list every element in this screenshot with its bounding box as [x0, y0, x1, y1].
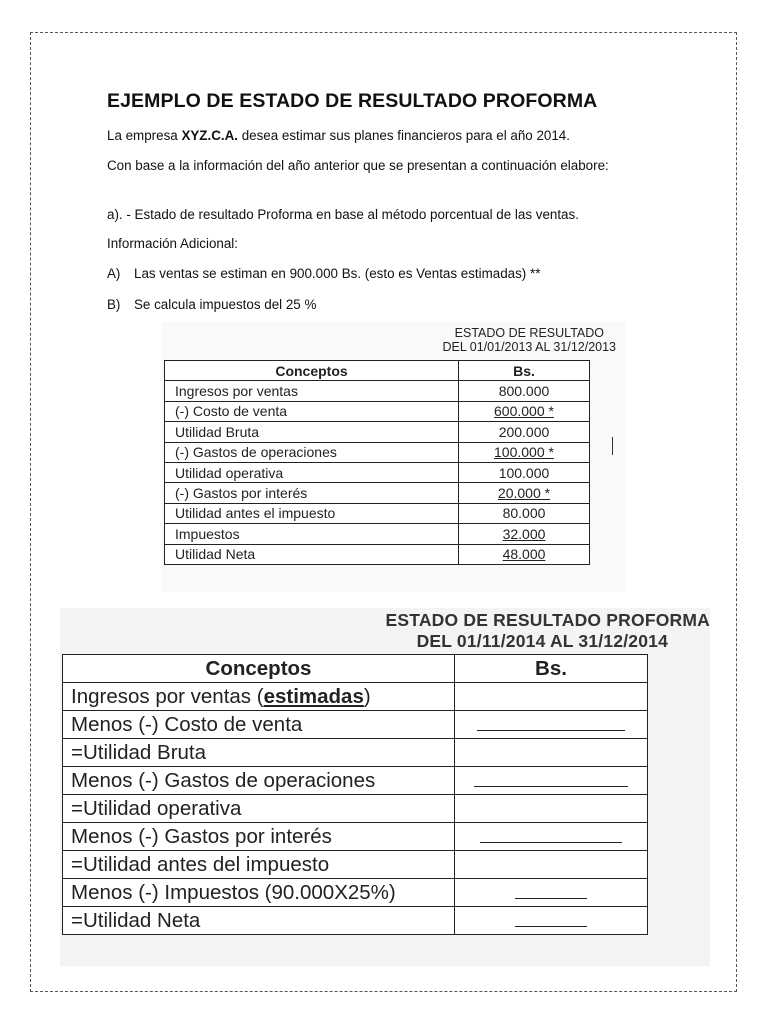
concept-text-post: ) [363, 684, 371, 708]
list-item-text: Se calcula impuestos del 25 % [134, 297, 317, 312]
concept-cell: (-) Gastos por interés [165, 483, 459, 503]
amount-cell [455, 851, 648, 879]
concept-text-emphasis: estimadas [263, 684, 364, 708]
table-row [165, 544, 590, 564]
concept-cell: Menos (-) Impuestos (90.000X25%) [63, 879, 455, 907]
table-row [165, 503, 590, 523]
column-header-concepts: Conceptos [63, 655, 455, 683]
table1 [164, 360, 590, 565]
table-row [165, 401, 590, 421]
amount-cell [455, 711, 648, 739]
table-header-row [63, 655, 648, 683]
list-marker: A) [107, 266, 121, 281]
amount-cell: 600.000 * [459, 401, 590, 421]
concept-cell: Menos (-) Gastos por interés [63, 823, 455, 851]
intro-pre: La empresa [107, 128, 182, 143]
table1-heading-line2: DEL 01/01/2013 AL 31/12/2013 [442, 340, 616, 354]
table2 [62, 654, 648, 935]
table-row [165, 483, 590, 503]
table-row [63, 907, 648, 935]
amount-cell [455, 767, 648, 795]
table-row [165, 442, 590, 462]
concept-cell [63, 683, 455, 711]
amount-cell [455, 907, 648, 935]
blank-line [515, 908, 587, 927]
intro-paragraph [107, 128, 667, 144]
table-row [165, 381, 590, 401]
table-row [63, 683, 648, 711]
blank-line [515, 880, 587, 899]
context-paragraph: Con base a la información del año anterior que se presentan a continuación elabore: [107, 158, 609, 173]
column-header-amount: Bs. [455, 655, 648, 683]
table-row [63, 767, 648, 795]
concept-cell: Utilidad Neta [165, 544, 459, 564]
table2-heading-line2: DEL 01/11/2014 AL 31/12/2014 [416, 631, 668, 651]
table-row [63, 739, 648, 767]
table1-heading [442, 326, 616, 354]
table-row [63, 823, 648, 851]
proforma-income-statement-2014 [60, 608, 710, 966]
concept-cell: =Utilidad antes del impuesto [63, 851, 455, 879]
amount-cell [455, 795, 648, 823]
concept-cell: (-) Gastos de operaciones [165, 442, 459, 462]
table-row [165, 462, 590, 482]
concept-text-pre: Ingresos por ventas ( [71, 684, 264, 708]
blank-line [480, 824, 622, 843]
concept-cell: =Utilidad Neta [63, 907, 455, 935]
document-body [107, 90, 667, 312]
table-header-row [165, 361, 590, 381]
list-item [107, 266, 667, 282]
concept-cell: Utilidad Bruta [165, 422, 459, 442]
page-title: EJEMPLO DE ESTADO DE RESULTADO PROFORMA [107, 90, 598, 112]
income-statement-2013 [162, 322, 626, 592]
table1-heading-line1: ESTADO DE RESULTADO [454, 326, 604, 340]
column-header-concepts: Conceptos [165, 361, 459, 381]
concept-cell: (-) Costo de venta [165, 401, 459, 421]
blank-line [474, 768, 628, 787]
table-row [165, 422, 590, 442]
text-cursor-mark [612, 437, 613, 455]
task-paragraph: a). - Estado de resultado Proforma en base al método porcentual de las ventas. [107, 207, 579, 222]
list-item-text: Las ventas se estiman en 900.000 Bs. (esto es Ventas estimadas) ** [134, 266, 541, 281]
concept-cell: Impuestos [165, 524, 459, 544]
amount-cell: 48.000 [459, 544, 590, 564]
concept-cell: Utilidad operativa [165, 462, 459, 482]
list-marker: B) [107, 297, 121, 312]
amount-cell: 200.000 [459, 422, 590, 442]
amount-cell [455, 683, 648, 711]
concept-cell: Utilidad antes el impuesto [165, 503, 459, 523]
amount-cell [455, 823, 648, 851]
table-row [63, 711, 648, 739]
table2-heading [386, 610, 711, 652]
additional-info-heading: Información Adicional: [107, 236, 239, 251]
table-row [63, 879, 648, 907]
concept-cell: Menos (-) Costo de venta [63, 711, 455, 739]
table-row [63, 851, 648, 879]
amount-cell [455, 739, 648, 767]
concept-cell: =Utilidad operativa [63, 795, 455, 823]
amount-cell: 100.000 * [459, 442, 590, 462]
amount-cell: 80.000 [459, 503, 590, 523]
table2-heading-line1: ESTADO DE RESULTADO PROFORMA [385, 610, 710, 630]
concept-cell: =Utilidad Bruta [63, 739, 455, 767]
intro-post: desea estimar sus planes financieros para el año 2014. [237, 128, 570, 143]
amount-cell: 100.000 [459, 462, 590, 482]
amount-cell: 800.000 [459, 381, 590, 401]
blank-line [477, 712, 625, 731]
amount-cell: 20.000 * [459, 483, 590, 503]
amount-cell: 32.000 [459, 524, 590, 544]
column-header-amount: Bs. [459, 361, 590, 381]
company-name: XYZ.C.A. [181, 128, 238, 143]
list-item [107, 297, 667, 313]
table-row [63, 795, 648, 823]
concept-cell: Ingresos por ventas [165, 381, 459, 401]
amount-cell [455, 879, 648, 907]
table-row [165, 524, 590, 544]
concept-cell: Menos (-) Gastos de operaciones [63, 767, 455, 795]
